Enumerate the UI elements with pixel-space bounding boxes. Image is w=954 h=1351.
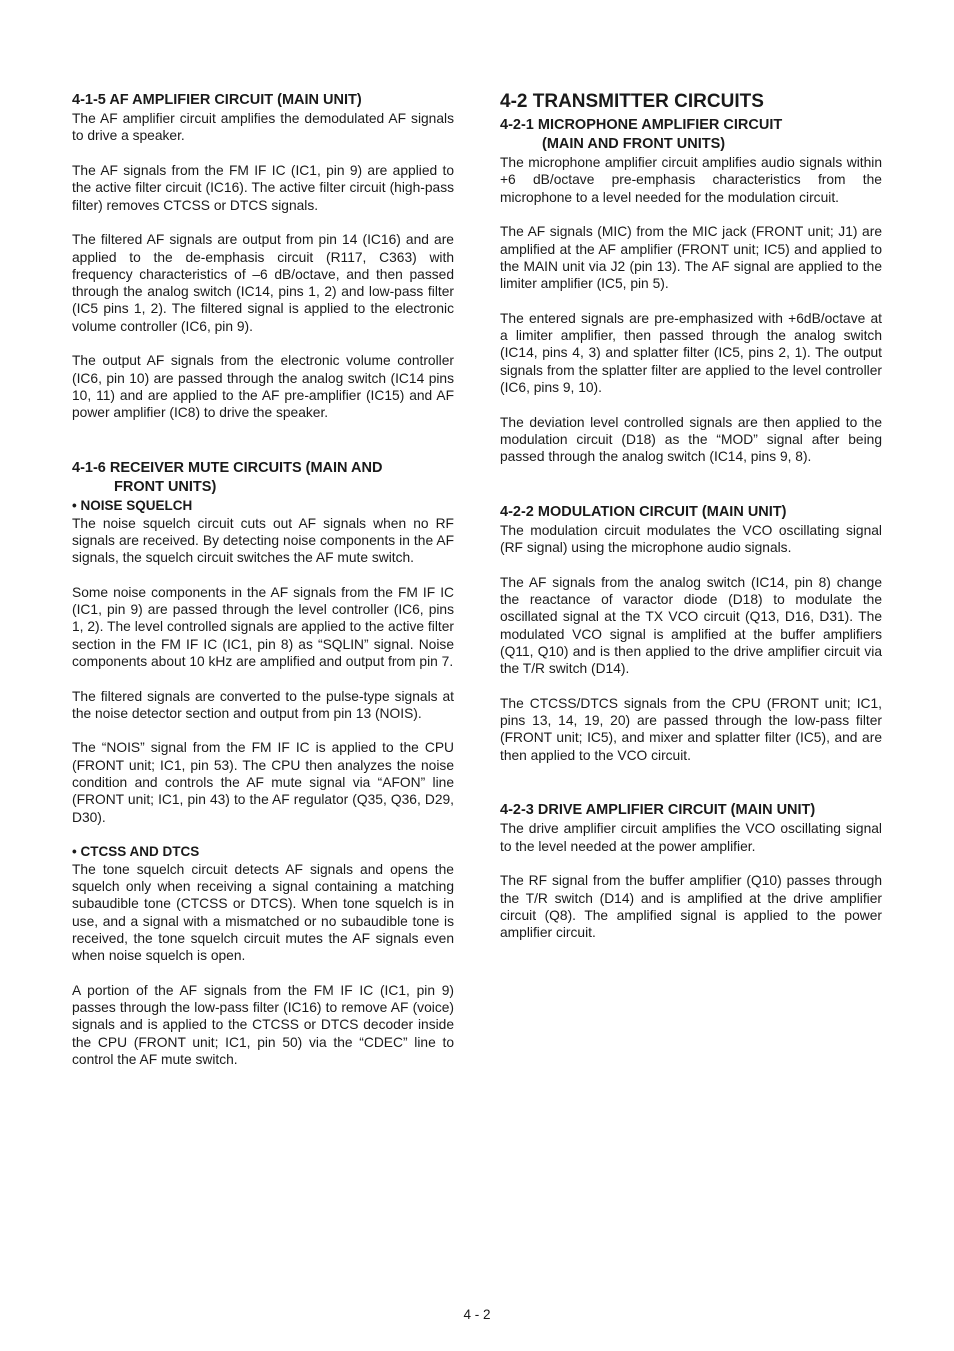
subheading-ctcss-dtcs: • CTCSS AND DTCS [72,844,200,860]
paragraph: A portion of the AF signals from the FM IF IC (IC1, pin 9) passes through the low-pass filter (IC16) to remove AF (voice) signals and is applied to the CTCSS or DTCS decoder inside the CPU (FRONT unit; IC1, pin 50) via the “CDEC” line to control the AF mute switch. [72,982,454,1068]
paragraph: The tone squelch circuit detects AF signals and opens the squelch only when receiving a signal containing a matching subaudible tone (CTCSS or DTCS). When tone squelch is in use, and a signal with a mismatched or no subaudible tone is received, the tone squelch circuit mutes the AF signals even when noise squelch is open. [72,861,454,964]
paragraph: The filtered signals are converted to the pulse-type signals at the noise detector section and output from pin 13 (NOIS). [72,688,454,721]
paragraph: The entered signals are pre-emphasized with +6dB/octave at a limiter amplifier, then passed through the analog switch (IC14, pins 4, 3) and splatter filter (IC5, pins 2, 1). The output signals from the splatter filter are applied to the level controller (IC6, pins 9, 10). [500,310,882,395]
subheading-noise-squelch: • NOISE SQUELCH [72,498,193,514]
paragraph: The AF amplifier circuit amplifies the demodulated AF signals to drive a speaker. [72,111,454,144]
heading-4-1-5: 4-1-5 AF AMPLIFIER CIRCUIT (MAIN UNIT) [72,92,362,108]
heading-4-2-2: 4-2-2 MODULATION CIRCUIT (MAIN UNIT) [500,503,787,520]
heading-line: 4-2-1 MICROPHONE AMPLIFIER CIRCUIT [500,116,783,133]
paragraph: The CTCSS/DTCS signals from the CPU (FRONT unit; IC1, pins 13, 14, 19, 20) are passed through the low-pass filter (FRONT unit; IC5), and mixer and splatter filter (IC5), and are then applied to the VCO circuit. [500,695,882,763]
heading-line: (MAIN AND FRONT UNITS) [542,135,726,152]
paragraph: The output AF signals from the electronic volume controller (IC6, pin 10) are passed through the analog switch (IC14 pins 10, 11) and are applied to the AF pre-amplifier (IC15) and AF power amplifier (IC8) to drive the speaker. [72,353,454,421]
page-number: 4 - 2 [463,1307,491,1322]
paragraph: The AF signals from the FM IF IC (IC1, pin 9) are applied to the active filter circuit (IC16). The active filter circuit (high-pass filter) removes CTCSS or DTCS signals. [72,163,454,213]
section-gap [500,781,882,801]
heading-line: FRONT UNITS) [114,478,217,495]
section-gap [500,483,882,503]
section-title: 4-2 TRANSMITTER CIRCUITS [500,91,764,112]
paragraph: The drive amplifier circuit amplifies the VCO oscillating signal to the level needed at the power amplifier. [500,821,882,854]
heading-4-2-3: 4-2-3 DRIVE AMPLIFIER CIRCUIT (MAIN UNIT) [500,802,816,819]
paragraph: The filtered AF signals are output from pin 14 (IC16) and are applied to the de-emphasis circuit (R117, C363) with frequency characteristics of –6 dB/octave, and then passed through the analog switch (IC14, pins 1, 2) and low-pass filter (IC5 pins 1, 2). The filtered signal is applied to the electronic volume controller (IC6, pin 9). [72,232,454,334]
section-gap [72,439,454,459]
paragraph: The “NOIS” signal from the FM IF IC is applied to the CPU (FRONT unit; IC1, pin 53). The CPU then analyzes the noise condition and controls the AF mute signal via “AFON” line (FRONT unit; IC1, pin 43) to the AF regulator (Q35, Q36, D29, D30). [72,740,454,825]
paragraph: The AF signals (MIC) from the MIC jack (FRONT unit; J1) are amplified at the AF amplifier (FRONT unit; IC5) and applied to the MAIN unit via J2 (pin 13). The AF signal are applied to the limiter amplifier (IC5, pin 5). [500,224,882,292]
right-column [500,91,882,959]
heading-4-1-6 [72,459,454,497]
paragraph: The deviation level controlled signals are then applied to the modulation circuit (D18) as the “MOD” signal after being passed through the analog switch (IC14, pins 9, 8). [500,414,882,465]
paragraph: The RF signal from the buffer amplifier (Q10) passes through the T/R switch (D14) and is amplified at the drive amplifier circuit (Q8). The amplified signal is applied to the power amplifier circuit. [500,873,882,941]
paragraph: Some noise components in the AF signals from the FM IF IC (IC1, pin 9) are passed through the level controller (IC6, pins 1, 2). The level controlled signals are applied to the active filter section in the FM IF IC (IC1, pin 8) as “SQLIN” signal. Noise components about 10 kHz are amplified and output from pin 7. [72,584,454,669]
paragraph: The microphone amplifier circuit amplifies audio signals within +6 dB/octave pre-emphasis characteristics from the microphone to a level needed for the modulation circuit. [500,155,882,205]
paragraph: The noise squelch circuit cuts out AF signals when no RF signals are received. By detecting noise components in the AF signals, the squelch circuit switches the AF mute switch. [72,515,454,566]
paragraph: The modulation circuit modulates the VCO oscillating signal (RF signal) using the microphone audio signals. [500,522,882,556]
heading-line: 4-1-6 RECEIVER MUTE CIRCUITS (MAIN AND [72,459,383,476]
heading-4-2-1 [500,116,882,154]
paragraph: The AF signals from the analog switch (IC14, pin 8) change the reactance of varactor diode (D18) to modulate the oscillated signal at the TX VCO circuit (Q13, D16, D31). The modulated VCO signal is amplified at the buffer amplifiers (Q11, Q10) and is then applied to the drive amplifier circuit via the T/R switch (D14). [500,574,882,677]
left-column [72,91,454,1086]
